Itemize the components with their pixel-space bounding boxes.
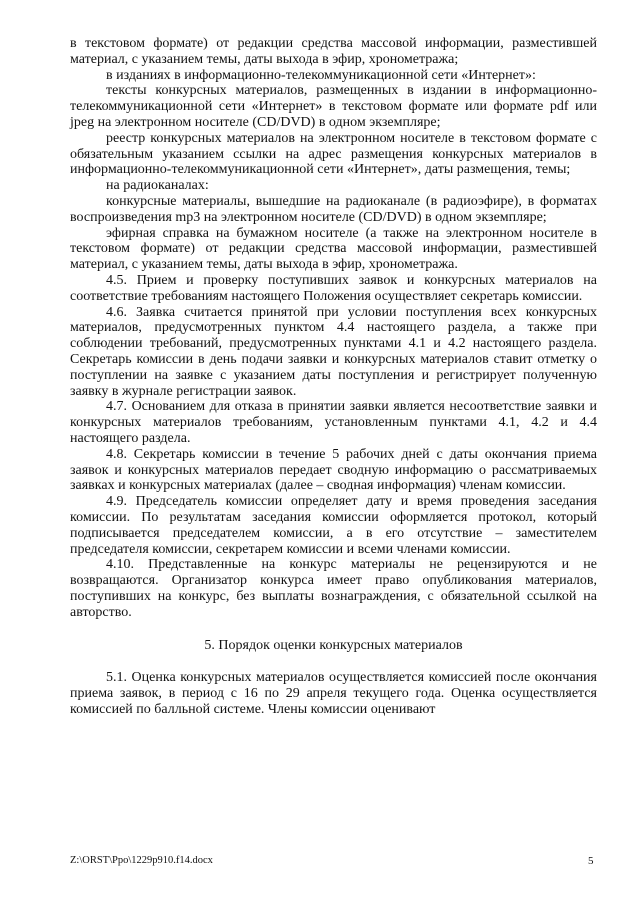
paragraph-radio-materials: конкурсные материалы, вышедшие на радиоканале (в радиоэфире), в форматах воспроизведения mp3 на электронном носителе (CD/DVD) в одном экземпляре;	[70, 193, 597, 225]
paragraph-4-8: 4.8. Секретарь комиссии в течение 5 рабочих дней с даты окончания приема заявок и конкурсных материалов передает сводную информацию о рассматриваемых заявках и конкурсных материалах (далее – сводная информация) членам комиссии.	[70, 446, 597, 494]
paragraph-radio-certificate: эфирная справка на бумажном носителе (а также на электронном носителе в текстовом формате) от редакции средства массовой информации, разместившей материал, с указанием темы, даты выхода в эфир, хронометража.	[70, 225, 597, 273]
paragraph-internet-texts: тексты конкурсных материалов, размещенных в издании в информационно-телекоммуникационной сети «Интернет» в текстовом формате или формате pdf или jpeg на электронном носителе (CD/DVD) в одном экземпляре;	[70, 83, 597, 130]
document-body	[70, 36, 597, 718]
section-heading: 5. Порядок оценки конкурсных материалов	[204, 638, 463, 654]
paragraph-4-9: 4.9. Председатель комиссии определяет дату и время проведения заседания комиссии. По результатам заседания комиссии оформляется протокол, который подписывается председателем комиссии, а в его отсутствие – заместителем председателя комиссии, секретарем комиссии и всеми членами комиссии.	[70, 494, 597, 557]
paragraph-4-10: 4.10. Представленные на конкурс материалы не рецензируются и не возвращаются. Организатор конкурса имеет право опубликования материалов, поступивших на конкурс, без выплаты вознаграждения, с обязательной ссылкой на авторство.	[70, 557, 597, 620]
paragraph-5-1: 5.1. Оценка конкурсных материалов осуществляется комиссией после окончания приема заявок, в период с 16 по 29 апреля текущего года. Оценка осуществляется комиссией по балльной системе. Члены комиссии оценивают	[70, 670, 597, 717]
paragraph-continuation: в текстовом формате) от редакции средства массовой информации, разместившей материал, с указанием темы, даты выхода в эфир, хронометража;	[70, 36, 597, 67]
paragraph-4-6: 4.6. Заявка считается принятой при условии поступления всех конкурсных материалов, предусмотренных пунктом 4.4 настоящего раздела, а также при соблюдении требований, предусмотренных пунктами 4.1 и 4.2 настоящего раздела. Секретарь комиссии в день подачи заявки и конкурсных материалов ставит отметку о поступлении на заявке с указанием даты поступления и регистрирует полученную заявку в журнале регистрации заявок.	[70, 304, 597, 399]
paragraph-internet-registry: реестр конкурсных материалов на электронном носителе в текстовом формате с обязательным указанием ссылки на адрес размещения конкурсных материалов в информационно-телекоммуникационной сети «Интернет», даты размещения, темы;	[70, 130, 597, 178]
paragraph-4-5: 4.5. Прием и проверку поступивших заявок и конкурсных материалов на соответствие требованиям настоящего Положения осуществляет секретарь комиссии.	[70, 272, 597, 304]
footer-file-path: Z:\ORST\Ppo\1229p910.f14.docx	[70, 855, 213, 866]
paragraph-radio-header: на радиоканалах:	[106, 178, 209, 194]
paragraph-4-7: 4.7. Основанием для отказа в принятии заявки является несоответствие заявки и конкурсных материалов требованиям, установленным пунктами 4.1, 4.2 и 4.4 настоящего раздела.	[70, 399, 597, 446]
page-number: 5	[588, 855, 594, 867]
paragraph-internet-header: в изданиях в информационно-телекоммуникационной сети «Интернет»:	[106, 67, 536, 83]
